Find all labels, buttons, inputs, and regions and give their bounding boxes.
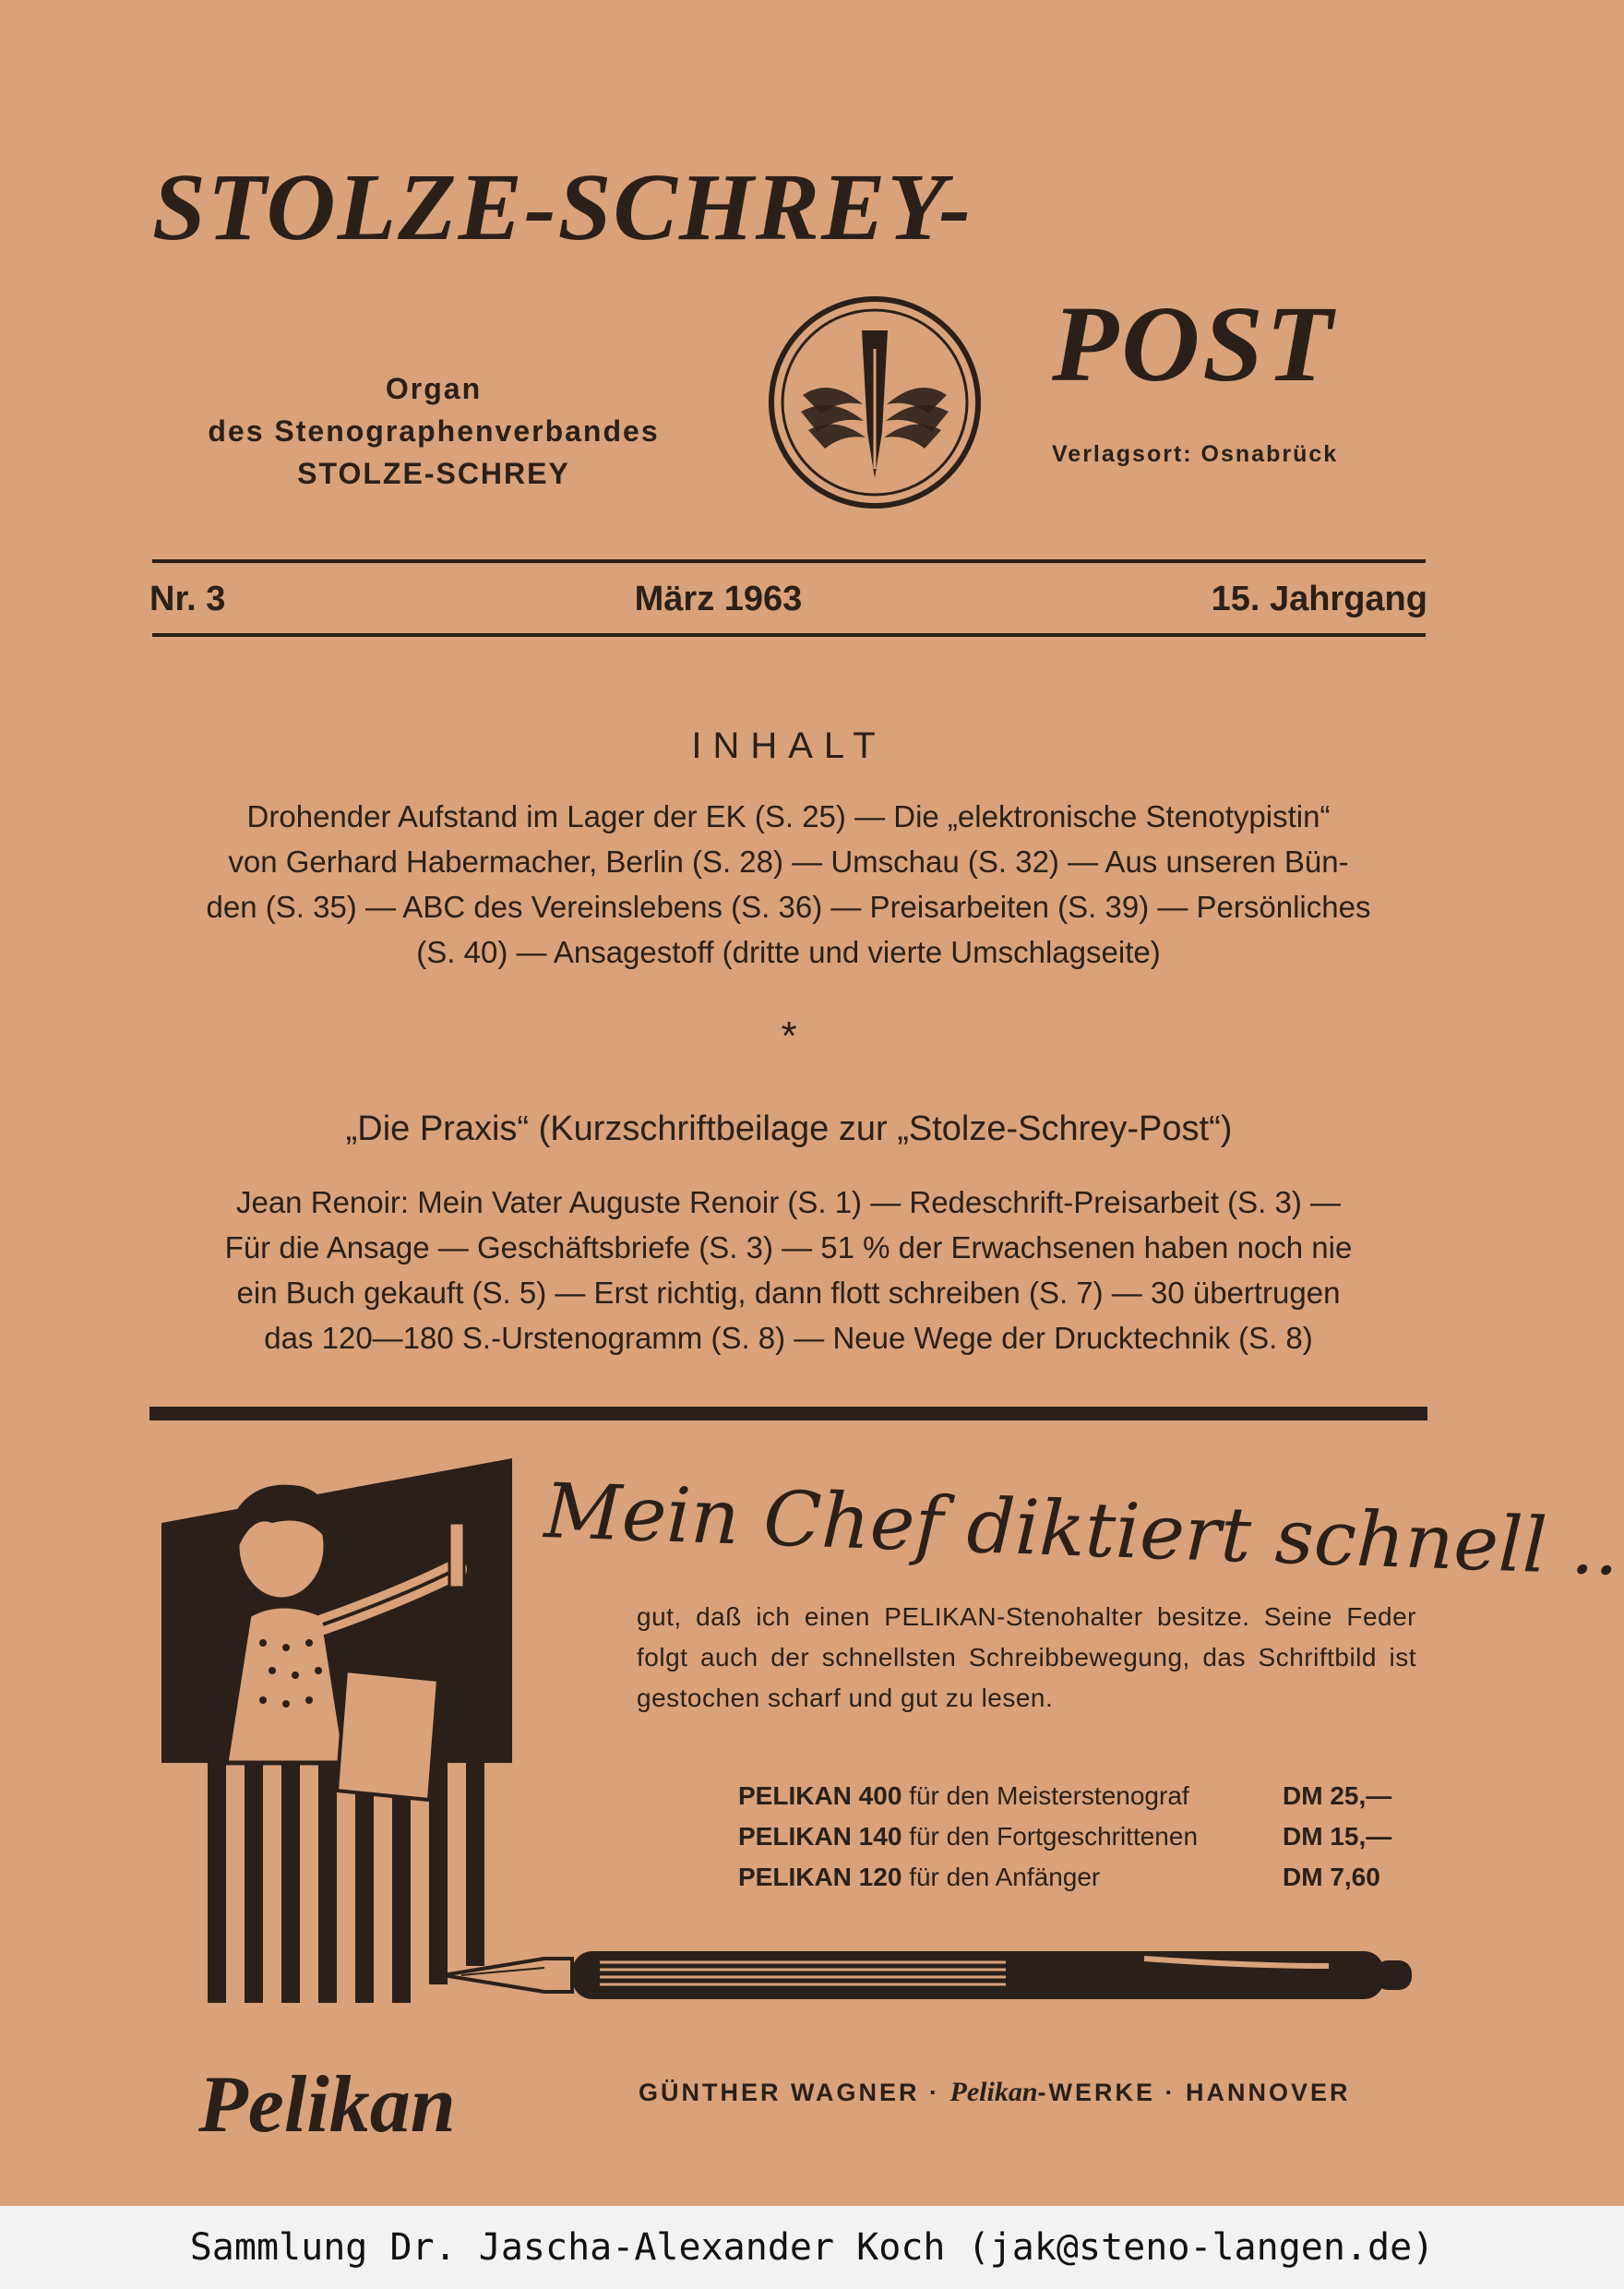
price-list bbox=[738, 1776, 1421, 1898]
contents-line: den (S. 35) — ABC des Vereinslebens (S. 36) — Preisarbeiten (S. 39) — Persönliches bbox=[206, 890, 1371, 924]
collection-credit: Sammlung Dr. Jascha-Alexander Koch (jak@steno-langen.de) bbox=[0, 2206, 1624, 2289]
section-separator: * bbox=[781, 1013, 797, 1059]
publishing-location: Verlagsort: Osnabrück bbox=[1052, 441, 1339, 467]
product-desc: für den Anfänger bbox=[909, 1863, 1101, 1891]
maker-brand: Pelikan bbox=[949, 2077, 1038, 2107]
rule-top bbox=[152, 559, 1426, 563]
product-desc: für den Meisterstenograf bbox=[909, 1781, 1189, 1810]
product-name: PELIKAN 400 bbox=[738, 1781, 902, 1810]
issue-bar bbox=[149, 580, 1427, 619]
organ-line: des Stenographenverbandes bbox=[208, 414, 660, 448]
price-row bbox=[738, 1776, 1421, 1816]
contents-line: von Gerhard Habermacher, Berlin (S. 28) — Umschau (S. 32) — Aus unseren Bün- bbox=[228, 845, 1349, 879]
maker-left: GÜNTHER WAGNER · bbox=[639, 2079, 940, 2106]
pelikan-logo: Pelikan bbox=[198, 2060, 456, 2150]
contents-heading: INHALT bbox=[691, 725, 887, 766]
product-price: DM 7,60 bbox=[1283, 1863, 1380, 1891]
contents-line: (S. 40) — Ansagestoff (dritte und vierte Umschlagseite) bbox=[416, 935, 1161, 969]
issue-date: März 1963 bbox=[634, 580, 803, 618]
product-price: DM 15,— bbox=[1283, 1822, 1392, 1851]
woman-with-pen-illustration-icon bbox=[161, 1458, 558, 2003]
product-price: DM 25,— bbox=[1283, 1781, 1392, 1810]
rule-bottom bbox=[152, 633, 1426, 637]
product-name: PELIKAN 120 bbox=[738, 1863, 902, 1891]
praxis-line: Für die Ansage — Geschäftsbriefe (S. 3) — 51 % der Erwachsenen haben noch nie bbox=[224, 1230, 1353, 1264]
praxis-line: das 120—180 S.-Urstenogramm (S. 8) — Neue Wege der Drucktechnik (S. 8) bbox=[264, 1321, 1313, 1355]
organ-line: STOLZE-SCHREY bbox=[297, 457, 570, 490]
organ-subtitle bbox=[148, 367, 720, 495]
manufacturer-line bbox=[639, 2077, 1351, 2108]
fountain-pen-icon bbox=[443, 1938, 1421, 2012]
contents-list bbox=[149, 794, 1427, 975]
advert-headline: Mein Chef diktiert schnell .. bbox=[543, 1468, 1621, 1593]
masthead-title-line2: POST bbox=[1052, 283, 1335, 404]
praxis-heading: „Die Praxis“ (Kurzschriftbeilage zur „Stolze-Schrey-Post“) bbox=[345, 1109, 1233, 1148]
organ-line: Organ bbox=[385, 372, 483, 405]
advert-body: gut, daß ich einen PELIKAN-Stenohalter besitze. Seine Feder folgt auch der schnellsten Schreibbewegung, das Schriftbild ist gestochen scharf und gut zu lesen. bbox=[637, 1602, 1416, 1712]
price-row bbox=[738, 1816, 1421, 1857]
praxis-line: Jean Renoir: Mein Vater Auguste Renoir (S. 1) — Redeschrift-Preisarbeit (S. 3) — bbox=[235, 1185, 1342, 1219]
issue-number: Nr. 3 bbox=[149, 580, 226, 618]
product-name: PELIKAN 140 bbox=[738, 1822, 902, 1851]
masthead-title-line1: STOLZE-SCHREY- bbox=[152, 154, 973, 260]
advert-divider bbox=[149, 1407, 1427, 1420]
quill-wings-emblem-icon bbox=[766, 294, 984, 511]
issue-volume: 15. Jahrgang bbox=[1211, 580, 1427, 618]
maker-right: -WERKE · HANNOVER bbox=[1037, 2079, 1351, 2106]
contents-line: Drohender Aufstand im Lager der EK (S. 25) — Die „elektronische Stenotypistin“ bbox=[246, 799, 1331, 833]
praxis-list bbox=[149, 1180, 1427, 1360]
praxis-line: ein Buch gekauft (S. 5) — Erst richtig, dann flott schreiben (S. 7) — 30 übertrugen bbox=[236, 1276, 1341, 1310]
product-desc: für den Fortgeschrittenen bbox=[909, 1822, 1199, 1851]
price-row bbox=[738, 1857, 1421, 1898]
